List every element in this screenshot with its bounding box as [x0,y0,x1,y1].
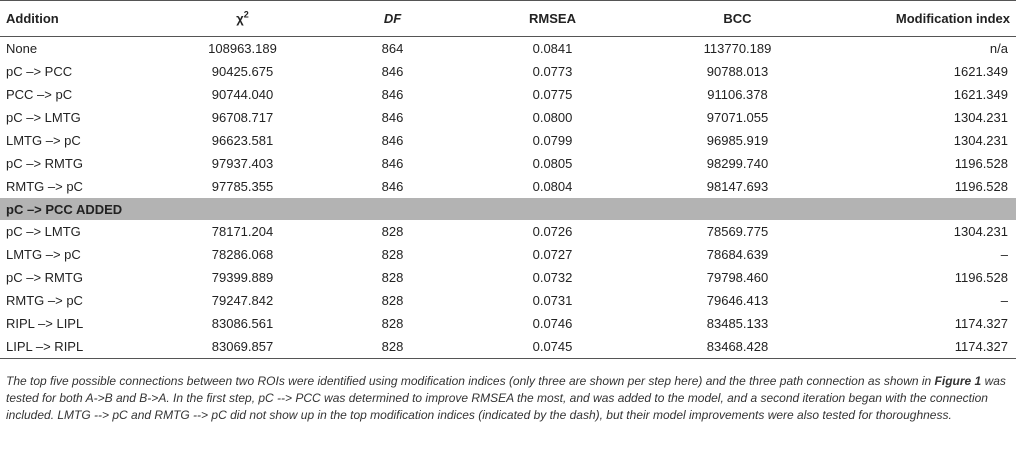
table-cell: 1174.327 [954,316,1008,331]
table-cell: 0.0731 [532,293,573,308]
header-chi-square [160,1,325,37]
table-cell: 828 [381,224,404,239]
table-cell: 828 [381,293,404,308]
table-cell: RIPL –> LIPL [6,316,84,331]
table-cell: 846 [381,110,404,125]
table-cell: 90425.675 [211,64,274,79]
table-cell: 0.0773 [532,64,573,79]
header-bcc: BCC [645,1,830,37]
table-cell: pC –> RMTG [6,270,83,285]
table-cell: 90788.013 [706,64,769,79]
table-cell: 78569.775 [706,224,769,239]
table-row [0,60,1016,83]
table-cell: 83468.428 [645,335,830,359]
table-cell: 83485.133 [706,316,769,331]
table-cell: LIPL –> RIPL [0,335,160,359]
table-cell: 846 [381,64,404,79]
table-cell: 0.0727 [532,247,573,262]
table-cell: 97785.355 [211,179,274,194]
table-cell: pC –> PCC [6,64,73,79]
chi-symbol: χ [236,11,244,26]
table-cell: None [6,41,38,56]
table-cell: 828 [325,335,460,359]
table-cell: 91106.378 [707,87,768,102]
table-row [0,266,1016,289]
table-cell: 1196.528 [954,156,1008,171]
table-cell: – [1000,247,1008,262]
table-cell: 96623.581 [211,133,274,148]
table-cell: pC –> LMTG [6,110,81,125]
table-cell: PCC –> pC [6,87,73,102]
table-cell: LMTG –> pC [6,133,81,148]
table-cell: 83069.857 [160,335,325,359]
table-cell: 846 [381,87,404,102]
table-row [0,243,1016,266]
table-row [0,129,1016,152]
section-row [0,198,1016,220]
table-cell: 97937.403 [211,156,274,171]
table-cell: 0.0745 [460,335,645,359]
section-label: pC –> PCC ADDED [0,198,1016,220]
table-cell: 1304.231 [953,110,1008,125]
table-cell: 1196.528 [954,270,1008,285]
table-cell: 0.0804 [532,179,573,194]
table-cell: LMTG –> pC [6,247,81,262]
table-cell: 79798.460 [706,270,769,285]
chi-exponent: 2 [243,9,249,20]
table-cell: 864 [381,41,404,56]
table-cell: 846 [381,133,404,148]
table-row [0,335,1016,359]
table-cell: 828 [381,247,404,262]
table-row [0,312,1016,335]
table-cell: 1196.528 [954,179,1008,194]
header-row [0,1,1016,37]
table-cell: 78286.068 [211,247,274,262]
table-row [0,220,1016,243]
table-row [0,106,1016,129]
table-cell: 1174.327 [830,335,1016,359]
table-cell: 90744.040 [211,87,274,102]
table-body [0,37,1016,359]
table-cell: 1304.231 [953,133,1008,148]
table-cell: 828 [381,316,404,331]
table-cell: 108963.189 [208,41,277,56]
table-cell: 0.0726 [532,224,573,239]
table-cell: pC –> LMTG [6,224,81,239]
header-addition: Addition [0,1,160,37]
table-cell: – [1000,293,1008,308]
table-row [0,83,1016,106]
table-cell: RMTG –> pC [6,179,83,194]
table-cell: 0.0800 [532,110,573,125]
table-cell: 0.0746 [532,316,573,331]
table-cell: 828 [381,270,404,285]
table-cell: pC –> RMTG [6,156,83,171]
table-cell: 0.0775 [532,87,573,102]
table-row [0,175,1016,198]
header-modification-index: Modification index [830,1,1016,37]
table-cell: 846 [381,179,404,194]
header-df: DF [325,1,460,37]
footnote-figure-ref: Figure 1 [934,374,982,388]
table-cell: 78684.639 [706,247,769,262]
table-cell: 97071.055 [706,110,769,125]
table-cell: 98147.693 [706,179,769,194]
table-cell: 113770.189 [703,41,772,56]
table-cell: 79247.842 [211,293,274,308]
table-cell: 98299.740 [706,156,769,171]
table-row [0,289,1016,312]
header-rmsea: RMSEA [460,1,645,37]
table-cell: 0.0805 [532,156,573,171]
table-cell: 83086.561 [211,316,274,331]
table-cell: 846 [381,156,404,171]
table-cell: 1621.349 [953,87,1008,102]
table-cell: 78171.204 [211,224,274,239]
table-cell: n/a [989,41,1008,56]
table-cell: 79646.413 [706,293,769,308]
table-row [0,37,1016,61]
table-cell: 96708.717 [211,110,274,125]
table-cell: 0.0732 [532,270,573,285]
table-row [0,152,1016,175]
table-cell: 79399.889 [211,270,274,285]
table-cell: 1304.231 [953,224,1008,239]
table-cell: 1621.349 [953,64,1008,79]
table-cell: RMTG –> pC [6,293,83,308]
footnote-part1: The top five possible connections between two ROIs were identified using modification indices (only three are shown per step here) and the three path connection as shown in [6,374,935,388]
footnote-part2: was tested for both A->B and B->A. In the first step, pC --> PCC was determined to improve RMSEA the most, and was added to the model, and a second iteration began with the connection included. LMTG --> pC and RMTG --> pC did not show up in the top modification indices (indicated by the dash), but their model improvements were also tested for thoroughness. [6,374,1006,422]
table-cell: 96985.919 [706,133,769,148]
table-cell: 0.0841 [532,41,573,56]
table-footnote [0,359,1016,423]
table-cell: 0.0799 [532,133,573,148]
